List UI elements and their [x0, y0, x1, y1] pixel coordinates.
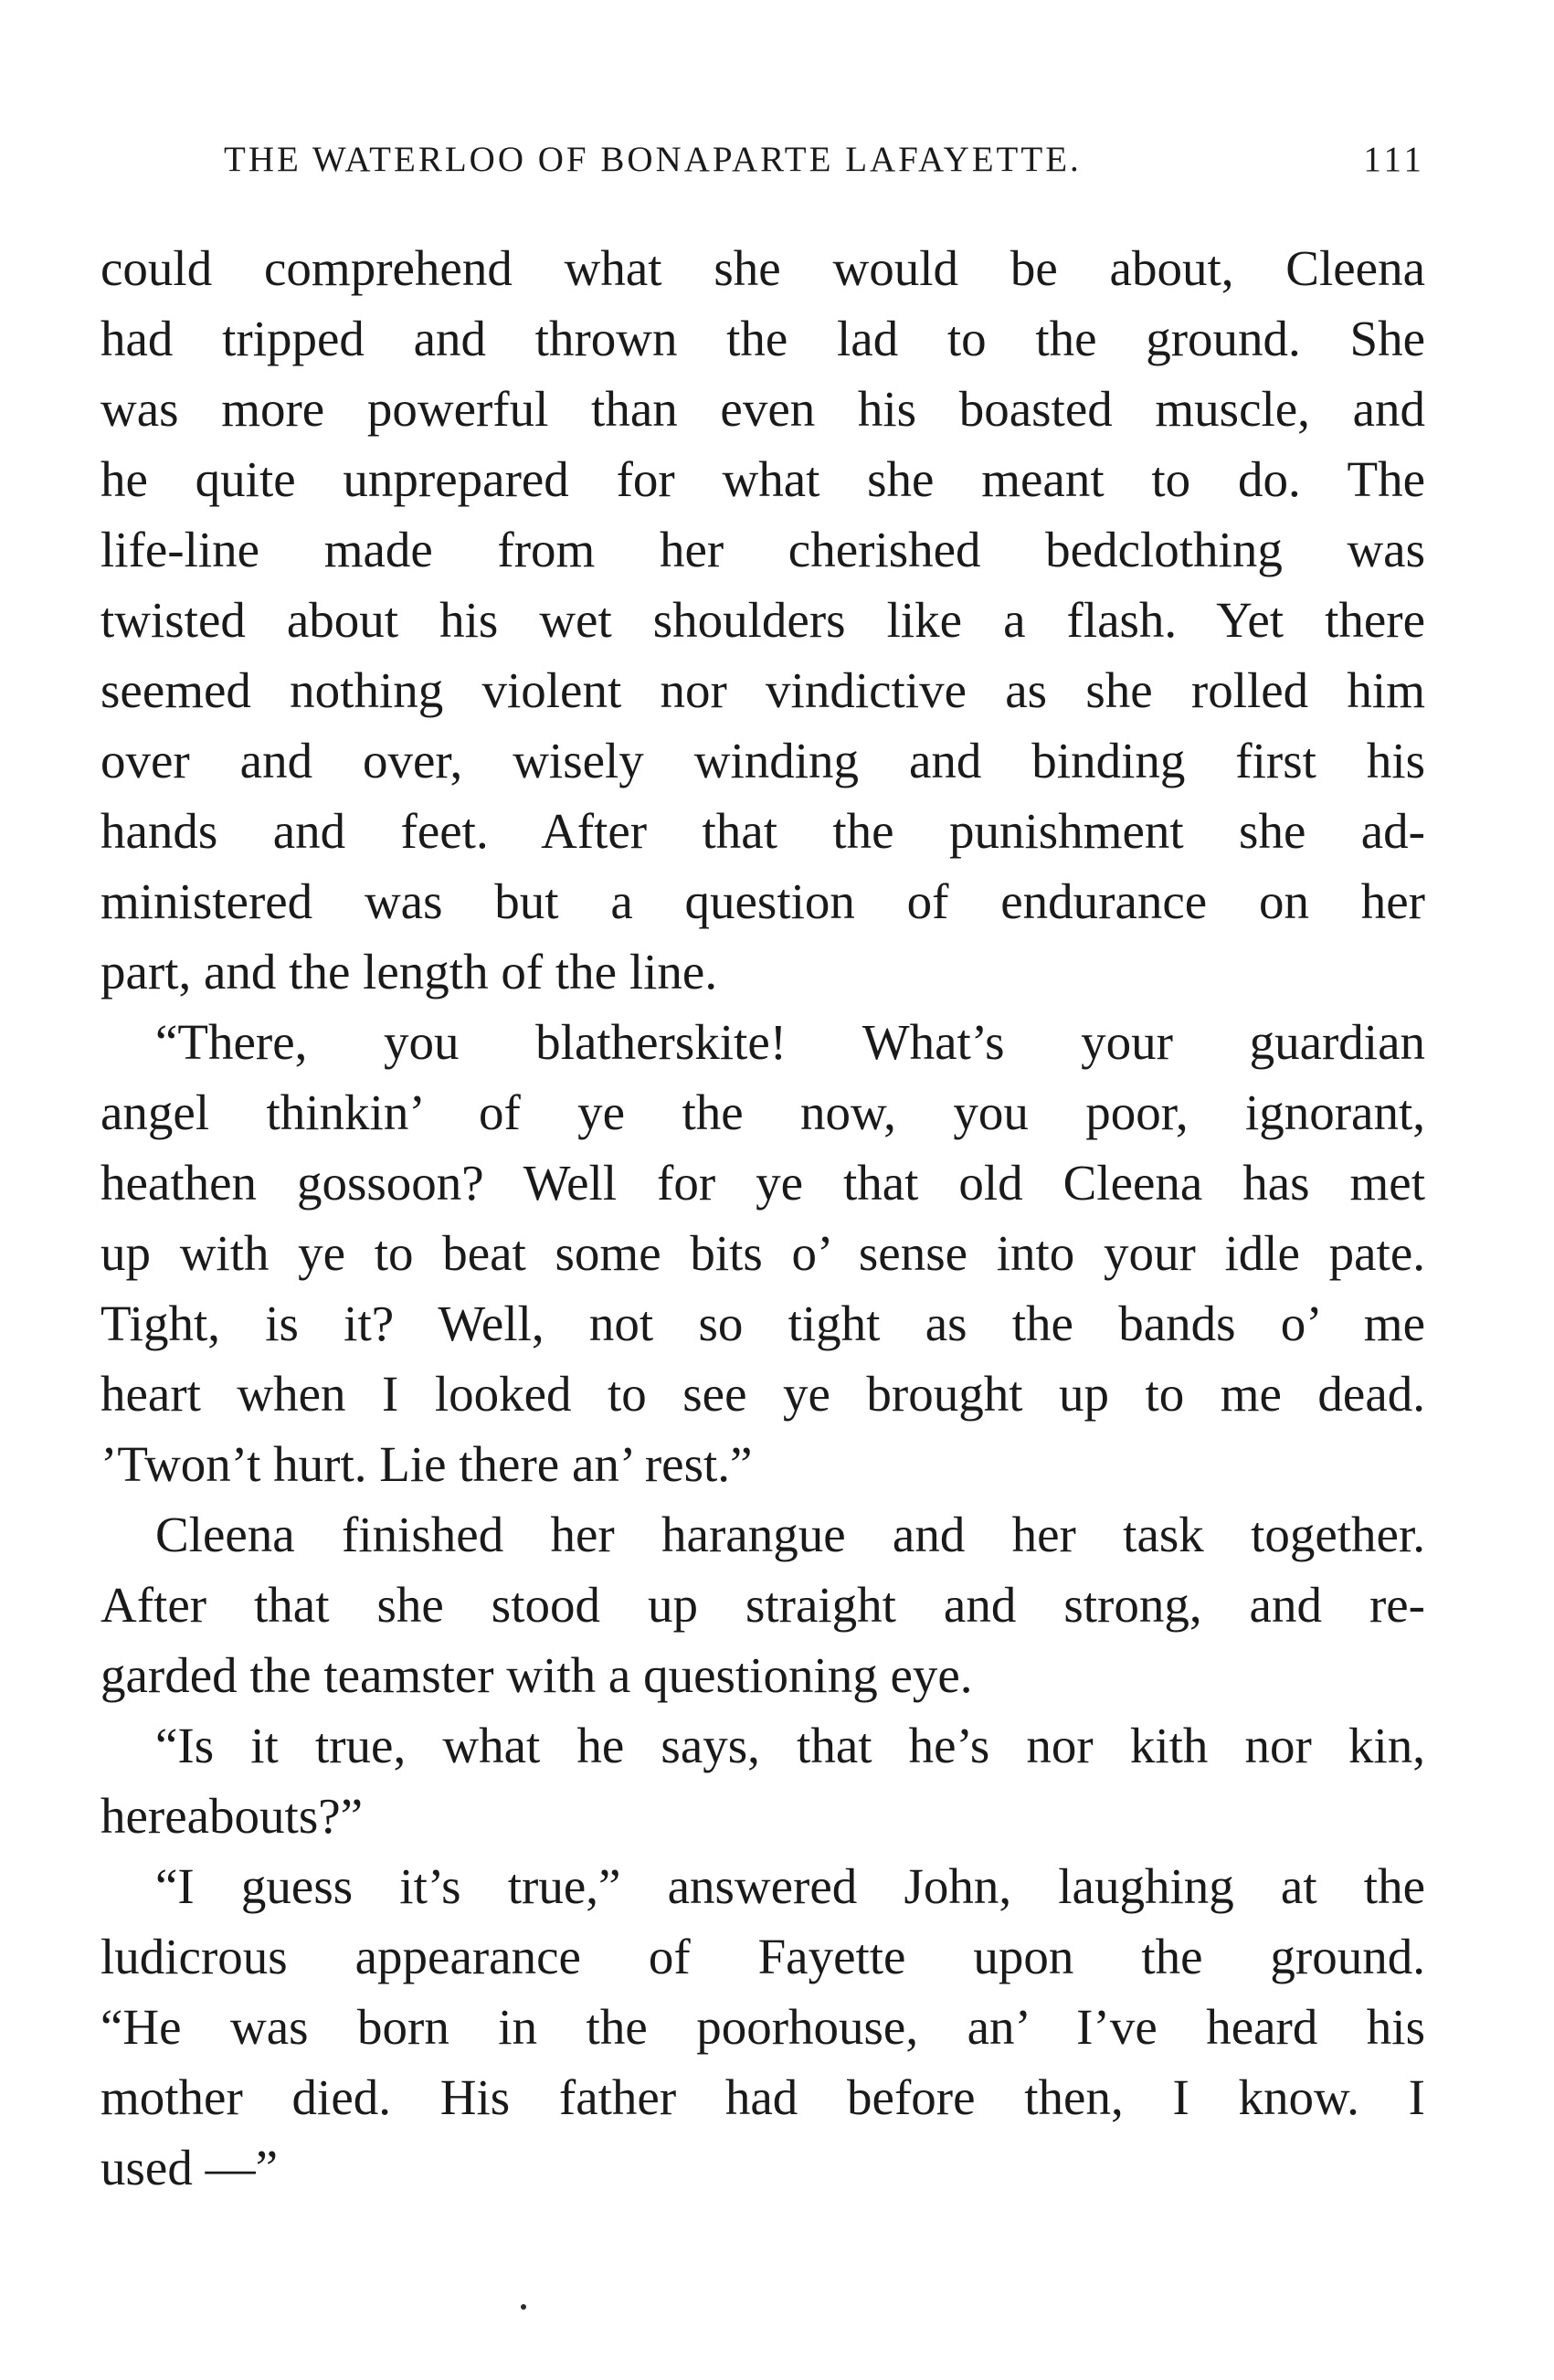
- text-line: After that she stood up straight and strong, and re-: [100, 1577, 1425, 1633]
- text-line: hereabouts?”: [100, 1788, 364, 1844]
- running-head: [224, 137, 1425, 183]
- page-number: 111: [1363, 140, 1425, 179]
- paragraph-4: [100, 1710, 1425, 1851]
- text-line: mother died. His father had before then, I know. I: [100, 2069, 1425, 2125]
- text-line: could comprehend what she would be about, Cleena: [100, 240, 1425, 296]
- text-line: garded the teamster with a questioning eye.: [100, 1647, 973, 1703]
- text-line: ’Twon’t hurt. Lie there an’ rest.”: [100, 1436, 753, 1492]
- text-line: had tripped and thrown the lad to the ground. She: [100, 311, 1425, 366]
- text-line: used —”: [100, 2140, 278, 2195]
- text-line: life-line made from her cherished bedclothing was: [100, 522, 1425, 577]
- text-line: seemed nothing violent nor vindictive as she rolled him: [100, 662, 1425, 718]
- text-line: hands and feet. After that the punishment she ad-: [100, 803, 1425, 859]
- text-line: part, and the length of the line.: [100, 944, 718, 1000]
- text-line: “There, you blatherskite! What’s your guardian: [155, 1014, 1425, 1070]
- paragraph-5: [100, 1851, 1425, 2203]
- text-line: Tight, is it? Well, not so tight as the bands o’ me: [100, 1296, 1425, 1351]
- text-line: “He was born in the poorhouse, an’ I’ve heard his: [100, 1999, 1425, 2055]
- text-line: heathen gossoon? Well for ye that old Cleena has met: [100, 1155, 1425, 1211]
- text-line: “Is it true, what he says, that he’s nor kith nor kin,: [155, 1718, 1425, 1773]
- text-line: he quite unprepared for what she meant to do. The: [100, 451, 1425, 507]
- text-line: was more powerful than even his boasted muscle, and: [100, 381, 1425, 437]
- paragraph-1: [100, 233, 1425, 1007]
- text-line: up with ye to beat some bits o’ sense into your idle pate.: [100, 1225, 1425, 1281]
- paragraph-2: [100, 1007, 1425, 1499]
- text-line: heart when I looked to see ye brought up to me dead.: [100, 1366, 1425, 1422]
- chapter-title: THE WATERLOO OF BONAPARTE LAFAYETTE.: [224, 140, 1082, 179]
- paragraph-3: [100, 1499, 1425, 1710]
- text-line: Cleena finished her harangue and her task together.: [155, 1507, 1425, 1562]
- text-line: “I guess it’s true,” answered John, laughing at the: [155, 1858, 1425, 1914]
- text-line: ministered was but a question of endurance on her: [100, 873, 1425, 929]
- text-line: over and over, wisely winding and binding first his: [100, 733, 1425, 788]
- text-line: twisted about his wet shoulders like a flash. Yet there: [100, 592, 1425, 648]
- body-text: [100, 233, 1425, 2203]
- text-line: angel thinkin’ of ye the now, you poor, ignorant,: [100, 1084, 1425, 1140]
- ink-speck: [521, 2304, 526, 2310]
- text-line: ludicrous appearance of Fayette upon the ground.: [100, 1929, 1425, 1984]
